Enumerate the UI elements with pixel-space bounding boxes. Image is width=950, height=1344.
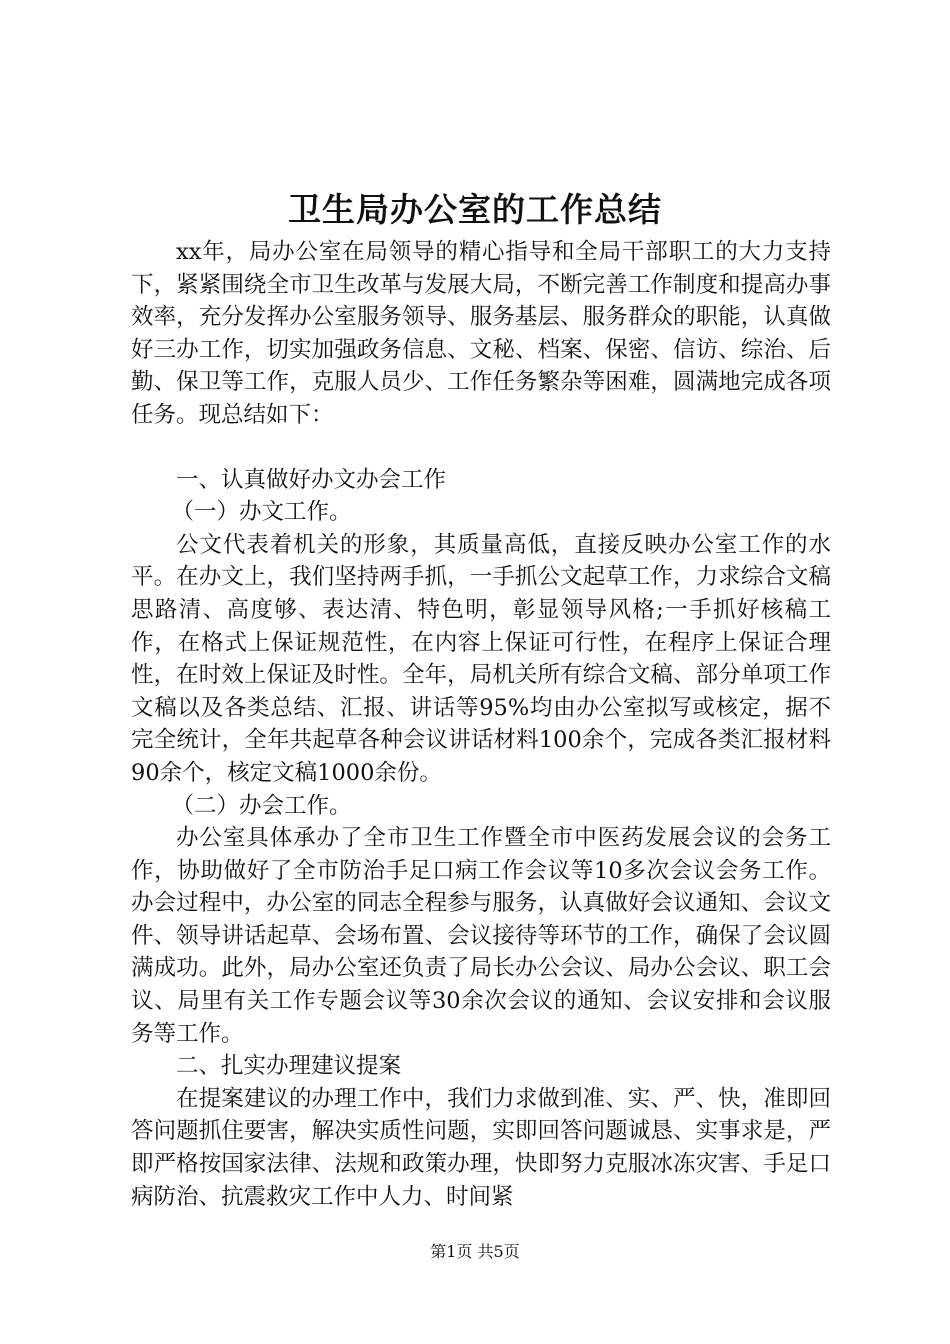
subsection-heading-2: （二）办会工作。 — [171, 792, 352, 819]
body-paragraph: 在提案建议的办理工作中，我们力求做到准、实、严、快，准即回答问题抓住要害，解决实质性问题，实即回答问题诚恳、实事求是，严即严格按国家法律、法规和政策办理，快即努力克服冰冻灾害、手足口病防治、抗震救灾工作中人力、时间紧 — [131, 1085, 831, 1210]
document-body — [131, 236, 831, 1213]
section-heading-1: 一、认真做好办文办会工作 — [176, 466, 447, 493]
body-paragraph: 办公室具体承办了全市卫生工作暨全市中医药发展会议的会务工作，协助做好了全市防治手足口病工作会议等10多次会议会务工作。办会过程中，办公室的同志全程参与服务，认真做好会议通知、会议文件、领导讲话起草、会场布置、会议接待等环节的工作，确保了会议圆满成功。此外，局办公室还负责了局长办公会议、局办公会议、职工会议、局里有关工作专题会议等30余次会议的通知、会议安排和会议服务等工作。 — [131, 825, 831, 1047]
body-paragraph: 公文代表着机关的形象，其质量高低，直接反映办公室工作的水平。在办文上，我们坚持两手抓，一手抓公文起草工作，力求综合文稿思路清、高度够、表达清、特色明，彰显领导风格;一手抓好核稿工作，在格式上保证规范性，在内容上保证可行性，在程序上保证合理性，在时效上保证及时性。全年，局机关所有综合文稿、部分单项工作文稿以及各类总结、汇报、讲话等95%均由办公室拟写或核定，据不完全统计，全年共起草各种会议讲话材料100余个，完成各类汇报材料90余个，核定文稿1000余份。 — [131, 531, 831, 786]
section-heading-2: 二、扎实办理建议提案 — [176, 1053, 402, 1080]
document-title: 卫生局办公室的工作总结 — [288, 190, 662, 229]
intro-paragraph: xx年，局办公室在局领导的精心指导和全局干部职工的大力支持下，紧紧围绕全市卫生改革与发展大局，不断完善工作制度和提高办事效率，充分发挥办公室服务领导、服务基层、服务群众的职能，认真做好三办工作，切实加强政务信息、文秘、档案、保密、信访、综治、后勤、保卫等工作，克服人员少、工作任务繁杂等困难，圆满地完成各项任务。现总结如下： — [131, 239, 831, 428]
paragraph-spacer — [131, 432, 831, 464]
subsection-heading-1: （一）办文工作。 — [171, 499, 352, 526]
page-footer: 第1页 共5页 — [430, 1242, 520, 1261]
